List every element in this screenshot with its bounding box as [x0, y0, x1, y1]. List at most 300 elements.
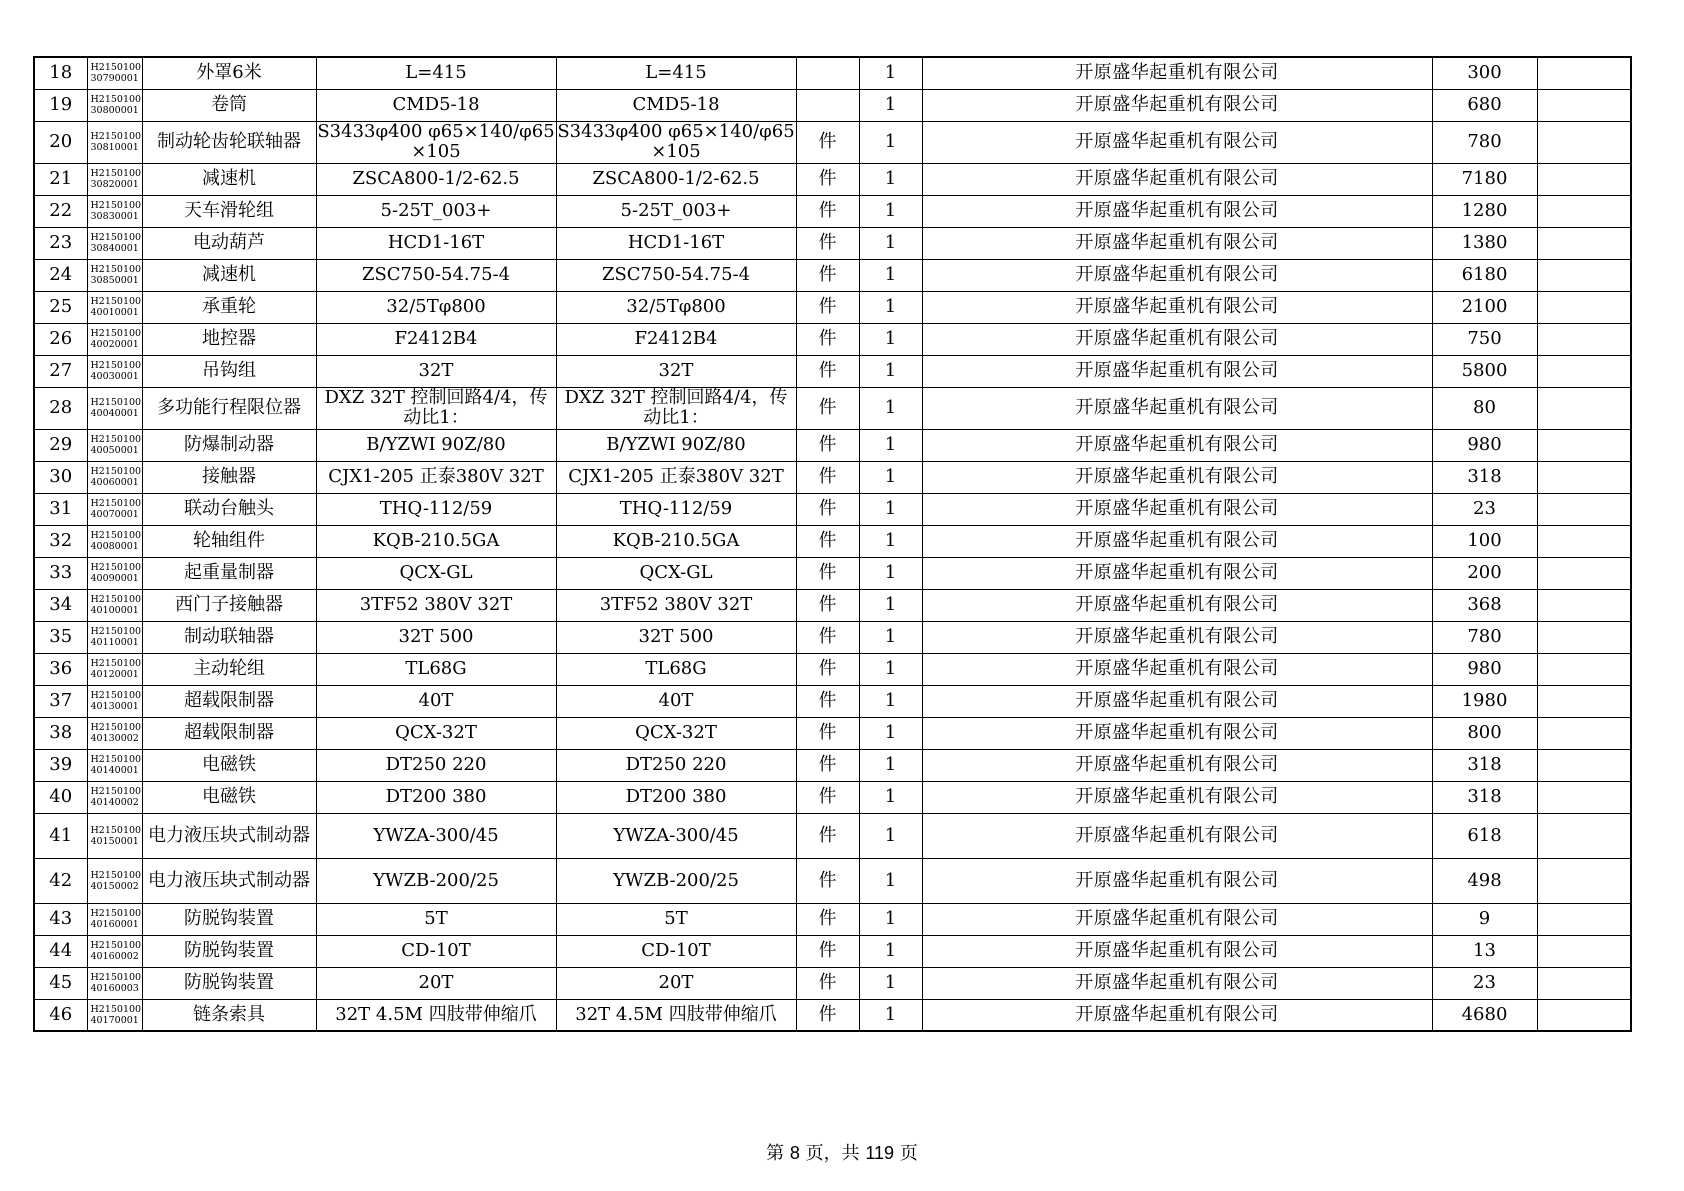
- cell-material-code: H2150100 40030001: [87, 355, 142, 387]
- cell-remark: [1537, 935, 1631, 967]
- table-row: [34, 903, 1631, 935]
- table-row: [34, 813, 1631, 858]
- cell-part-name: 制动联轴器: [142, 621, 316, 653]
- cell-quantity: 1: [859, 717, 922, 749]
- cell-supplier: 开原盛华起重机有限公司: [922, 461, 1432, 493]
- table-row: [34, 227, 1631, 259]
- cell-model: CD-10T: [556, 935, 796, 967]
- cell-specification: F2412B4: [316, 323, 556, 355]
- cell-model: L=415: [556, 57, 796, 89]
- cell-specification: 32T 500: [316, 621, 556, 653]
- cell-unit: 件: [796, 621, 859, 653]
- cell-model: HCD1-16T: [556, 227, 796, 259]
- cell-model: CMD5-18: [556, 89, 796, 121]
- cell-row-number: 35: [34, 621, 87, 653]
- cell-remark: [1537, 493, 1631, 525]
- cell-row-number: 44: [34, 935, 87, 967]
- cell-supplier: 开原盛华起重机有限公司: [922, 387, 1432, 429]
- cell-remark: [1537, 461, 1631, 493]
- cell-part-name: 防脱钩装置: [142, 935, 316, 967]
- cell-material-code: H2150100 30790001: [87, 57, 142, 89]
- cell-material-code: H2150100 40140002: [87, 781, 142, 813]
- cell-quantity: 1: [859, 227, 922, 259]
- cell-model: 40T: [556, 685, 796, 717]
- cell-price: 318: [1432, 749, 1537, 781]
- cell-row-number: 23: [34, 227, 87, 259]
- cell-unit: 件: [796, 355, 859, 387]
- page-footer: [0, 1139, 1684, 1165]
- cell-price: 23: [1432, 493, 1537, 525]
- cell-part-name: 电力液压块式制动器: [142, 813, 316, 858]
- cell-price: 7180: [1432, 163, 1537, 195]
- cell-model: ZSCA800-1/2-62.5: [556, 163, 796, 195]
- cell-quantity: 1: [859, 163, 922, 195]
- cell-supplier: 开原盛华起重机有限公司: [922, 227, 1432, 259]
- cell-quantity: 1: [859, 903, 922, 935]
- cell-specification: DT200 380: [316, 781, 556, 813]
- cell-quantity: 1: [859, 858, 922, 903]
- cell-price: 318: [1432, 781, 1537, 813]
- current-page-number: 8: [789, 1143, 800, 1163]
- cell-quantity: 1: [859, 355, 922, 387]
- cell-row-number: 24: [34, 259, 87, 291]
- cell-model: QCX-GL: [556, 557, 796, 589]
- cell-row-number: 19: [34, 89, 87, 121]
- table-row: [34, 387, 1631, 429]
- cell-supplier: 开原盛华起重机有限公司: [922, 781, 1432, 813]
- cell-remark: [1537, 195, 1631, 227]
- cell-supplier: 开原盛华起重机有限公司: [922, 121, 1432, 163]
- cell-quantity: 1: [859, 429, 922, 461]
- cell-specification: QCX-32T: [316, 717, 556, 749]
- cell-unit: 件: [796, 195, 859, 227]
- cell-model: DT200 380: [556, 781, 796, 813]
- cell-model: 5-25T_003+: [556, 195, 796, 227]
- cell-material-code: H2150100 40100001: [87, 589, 142, 621]
- total-page-count: 119: [865, 1143, 895, 1163]
- cell-remark: [1537, 813, 1631, 858]
- cell-unit: 件: [796, 903, 859, 935]
- cell-quantity: 1: [859, 813, 922, 858]
- table-row: [34, 195, 1631, 227]
- cell-quantity: 1: [859, 685, 922, 717]
- cell-unit: 件: [796, 493, 859, 525]
- cell-quantity: 1: [859, 557, 922, 589]
- cell-supplier: 开原盛华起重机有限公司: [922, 525, 1432, 557]
- cell-material-code: H2150100 30830001: [87, 195, 142, 227]
- cell-part-name: 减速机: [142, 163, 316, 195]
- cell-row-number: 21: [34, 163, 87, 195]
- cell-material-code: H2150100 30820001: [87, 163, 142, 195]
- cell-supplier: 开原盛华起重机有限公司: [922, 967, 1432, 999]
- cell-material-code: H2150100 40010001: [87, 291, 142, 323]
- cell-price: 9: [1432, 903, 1537, 935]
- cell-remark: [1537, 227, 1631, 259]
- cell-remark: [1537, 121, 1631, 163]
- cell-row-number: 42: [34, 858, 87, 903]
- cell-specification: HCD1-16T: [316, 227, 556, 259]
- cell-part-name: 吊钩组: [142, 355, 316, 387]
- cell-row-number: 37: [34, 685, 87, 717]
- cell-row-number: 43: [34, 903, 87, 935]
- cell-specification: 32/5Tφ800: [316, 291, 556, 323]
- table-row: [34, 57, 1631, 89]
- cell-model: S3433φ400 φ65×140/φ65×105: [557, 121, 795, 162]
- cell-specification: S3433φ400 φ65×140/φ65×105: [317, 121, 555, 162]
- cell-quantity: 1: [859, 121, 922, 163]
- cell-price: 200: [1432, 557, 1537, 589]
- table-row: [34, 653, 1631, 685]
- cell-remark: [1537, 999, 1631, 1031]
- cell-row-number: 40: [34, 781, 87, 813]
- cell-price: 1280: [1432, 195, 1537, 227]
- parts-price-table: [33, 56, 1632, 1032]
- cell-row-number: 30: [34, 461, 87, 493]
- cell-model: 32T 4.5M 四肢带伸缩爪: [556, 999, 796, 1031]
- cell-quantity: 1: [859, 493, 922, 525]
- cell-remark: [1537, 749, 1631, 781]
- cell-row-number: 33: [34, 557, 87, 589]
- cell-supplier: 开原盛华起重机有限公司: [922, 557, 1432, 589]
- cell-specification: QCX-GL: [316, 557, 556, 589]
- table-row: [34, 259, 1631, 291]
- cell-remark: [1537, 781, 1631, 813]
- cell-material-code: H2150100 40140001: [87, 749, 142, 781]
- cell-part-name: 轮轴组件: [142, 525, 316, 557]
- cell-specification: 5-25T_003+: [316, 195, 556, 227]
- cell-remark: [1537, 653, 1631, 685]
- cell-model: ZSC750-54.75-4: [556, 259, 796, 291]
- cell-unit: 件: [796, 999, 859, 1031]
- table-row: [34, 967, 1631, 999]
- cell-price: 1380: [1432, 227, 1537, 259]
- cell-remark: [1537, 355, 1631, 387]
- cell-price: 100: [1432, 525, 1537, 557]
- cell-part-name: 防爆制动器: [142, 429, 316, 461]
- cell-remark: [1537, 717, 1631, 749]
- cell-model: DT250 220: [556, 749, 796, 781]
- cell-part-name: 链条索具: [142, 999, 316, 1031]
- cell-part-name: 起重量制器: [142, 557, 316, 589]
- cell-model: F2412B4: [556, 323, 796, 355]
- cell-row-number: 27: [34, 355, 87, 387]
- cell-unit: 件: [796, 227, 859, 259]
- cell-supplier: 开原盛华起重机有限公司: [922, 653, 1432, 685]
- table-row: [34, 89, 1631, 121]
- cell-price: 6180: [1432, 259, 1537, 291]
- cell-specification: ZSC750-54.75-4: [316, 259, 556, 291]
- cell-material-code: H2150100 30850001: [87, 259, 142, 291]
- cell-material-code: H2150100 40080001: [87, 525, 142, 557]
- cell-part-name: 卷筒: [142, 89, 316, 121]
- cell-price: 13: [1432, 935, 1537, 967]
- cell-part-name: 电力液压块式制动器: [142, 858, 316, 903]
- footer-suffix: 页: [894, 1143, 918, 1164]
- cell-material-code: H2150100 40160002: [87, 935, 142, 967]
- cell-specification: 32T 4.5M 四肢带伸缩爪: [316, 999, 556, 1031]
- cell-unit: 件: [796, 813, 859, 858]
- cell-remark: [1537, 557, 1631, 589]
- cell-unit: [796, 57, 859, 89]
- cell-row-number: 39: [34, 749, 87, 781]
- cell-specification: KQB-210.5GA: [316, 525, 556, 557]
- cell-specification: YWZB-200/25: [316, 858, 556, 903]
- cell-row-number: 38: [34, 717, 87, 749]
- cell-model: 32T: [556, 355, 796, 387]
- cell-price: 618: [1432, 813, 1537, 858]
- cell-remark: [1537, 429, 1631, 461]
- cell-quantity: 1: [859, 967, 922, 999]
- cell-model: DXZ 32T 控制回路4/4，传动比1：: [556, 387, 796, 429]
- cell-supplier: 开原盛华起重机有限公司: [922, 717, 1432, 749]
- table-row: [34, 557, 1631, 589]
- cell-price: 680: [1432, 89, 1537, 121]
- cell-material-code: H2150100 40110001: [87, 621, 142, 653]
- cell-unit: 件: [796, 781, 859, 813]
- cell-price: 2100: [1432, 291, 1537, 323]
- cell-remark: [1537, 387, 1631, 429]
- cell-unit: 件: [796, 557, 859, 589]
- cell-unit: 件: [796, 525, 859, 557]
- cell-row-number: 34: [34, 589, 87, 621]
- cell-part-name: 电动葫芦: [142, 227, 316, 259]
- cell-supplier: 开原盛华起重机有限公司: [922, 493, 1432, 525]
- cell-material-code: H2150100 40090001: [87, 557, 142, 589]
- cell-unit: 件: [796, 653, 859, 685]
- footer-middle: 页，共: [799, 1143, 866, 1164]
- cell-supplier: 开原盛华起重机有限公司: [922, 355, 1432, 387]
- cell-unit: 件: [796, 291, 859, 323]
- cell-part-name: 外罩6米: [142, 57, 316, 89]
- cell-model: QCX-32T: [556, 717, 796, 749]
- cell-supplier: 开原盛华起重机有限公司: [922, 621, 1432, 653]
- cell-supplier: 开原盛华起重机有限公司: [922, 429, 1432, 461]
- cell-row-number: 25: [34, 291, 87, 323]
- cell-row-number: 29: [34, 429, 87, 461]
- cell-part-name: 防脱钩装置: [142, 903, 316, 935]
- cell-unit: 件: [796, 429, 859, 461]
- cell-price: 80: [1432, 387, 1537, 429]
- table-row: [34, 749, 1631, 781]
- cell-remark: [1537, 89, 1631, 121]
- cell-material-code: H2150100 40120001: [87, 653, 142, 685]
- cell-remark: [1537, 967, 1631, 999]
- cell-supplier: 开原盛华起重机有限公司: [922, 589, 1432, 621]
- cell-row-number: 22: [34, 195, 87, 227]
- cell-unit: 件: [796, 163, 859, 195]
- cell-model: YWZA-300/45: [556, 813, 796, 858]
- cell-model: 5T: [556, 903, 796, 935]
- cell-material-code: H2150100 40060001: [87, 461, 142, 493]
- cell-specification: THQ-112/59: [316, 493, 556, 525]
- cell-model: TL68G: [556, 653, 796, 685]
- cell-price: 750: [1432, 323, 1537, 355]
- cell-specification: 32T: [316, 355, 556, 387]
- cell-model: YWZB-200/25: [556, 858, 796, 903]
- table-row: [34, 717, 1631, 749]
- cell-remark: [1537, 259, 1631, 291]
- cell-unit: 件: [796, 717, 859, 749]
- cell-part-name: 西门子接触器: [142, 589, 316, 621]
- cell-quantity: 1: [859, 89, 922, 121]
- cell-specification: L=415: [316, 57, 556, 89]
- cell-remark: [1537, 621, 1631, 653]
- cell-quantity: 1: [859, 589, 922, 621]
- cell-quantity: 1: [859, 323, 922, 355]
- cell-part-name: 超载限制器: [142, 685, 316, 717]
- table-row: [34, 525, 1631, 557]
- table-body: [34, 57, 1631, 1031]
- cell-remark: [1537, 858, 1631, 903]
- cell-specification: DT250 220: [316, 749, 556, 781]
- cell-supplier: 开原盛华起重机有限公司: [922, 89, 1432, 121]
- cell-remark: [1537, 291, 1631, 323]
- cell-specification: CD-10T: [316, 935, 556, 967]
- cell-part-name: 减速机: [142, 259, 316, 291]
- cell-quantity: 1: [859, 291, 922, 323]
- table-row: [34, 935, 1631, 967]
- cell-quantity: 1: [859, 525, 922, 557]
- cell-unit: [796, 89, 859, 121]
- cell-specification: CMD5-18: [316, 89, 556, 121]
- cell-part-name: 防脱钩装置: [142, 967, 316, 999]
- cell-unit: 件: [796, 935, 859, 967]
- cell-price: 980: [1432, 429, 1537, 461]
- cell-price: 498: [1432, 858, 1537, 903]
- table-row: [34, 355, 1631, 387]
- cell-model: 20T: [556, 967, 796, 999]
- cell-supplier: 开原盛华起重机有限公司: [922, 858, 1432, 903]
- cell-specification: 3TF52 380V 32T: [316, 589, 556, 621]
- cell-row-number: 45: [34, 967, 87, 999]
- cell-supplier: 开原盛华起重机有限公司: [922, 935, 1432, 967]
- cell-price: 980: [1432, 653, 1537, 685]
- cell-model: CJX1-205 正泰380V 32T: [556, 461, 796, 493]
- table-row: [34, 163, 1631, 195]
- cell-material-code: H2150100 40150002: [87, 858, 142, 903]
- cell-model: KQB-210.5GA: [556, 525, 796, 557]
- cell-specification: CJX1-205 正泰380V 32T: [316, 461, 556, 493]
- cell-unit: 件: [796, 749, 859, 781]
- cell-unit: 件: [796, 685, 859, 717]
- cell-row-number: 31: [34, 493, 87, 525]
- cell-unit: 件: [796, 967, 859, 999]
- cell-specification: B/YZWI 90Z/80: [316, 429, 556, 461]
- cell-row-number: 18: [34, 57, 87, 89]
- table-row: [34, 461, 1631, 493]
- cell-quantity: 1: [859, 749, 922, 781]
- table-row: [34, 589, 1631, 621]
- cell-quantity: 1: [859, 259, 922, 291]
- cell-price: 300: [1432, 57, 1537, 89]
- cell-material-code: H2150100 40040001: [87, 387, 142, 429]
- cell-specification: ZSCA800-1/2-62.5: [316, 163, 556, 195]
- cell-material-code: H2150100 30840001: [87, 227, 142, 259]
- cell-remark: [1537, 903, 1631, 935]
- cell-price: 368: [1432, 589, 1537, 621]
- cell-specification: 5T: [316, 903, 556, 935]
- cell-material-code: H2150100 30800001: [87, 89, 142, 121]
- cell-supplier: 开原盛华起重机有限公司: [922, 195, 1432, 227]
- table-row: [34, 121, 1631, 163]
- cell-unit: 件: [796, 323, 859, 355]
- cell-price: 1980: [1432, 685, 1537, 717]
- cell-supplier: 开原盛华起重机有限公司: [922, 259, 1432, 291]
- cell-material-code: H2150100 40050001: [87, 429, 142, 461]
- cell-price: 23: [1432, 967, 1537, 999]
- cell-quantity: 1: [859, 195, 922, 227]
- cell-quantity: 1: [859, 999, 922, 1031]
- cell-quantity: 1: [859, 57, 922, 89]
- cell-part-name: 主动轮组: [142, 653, 316, 685]
- cell-supplier: 开原盛华起重机有限公司: [922, 903, 1432, 935]
- cell-material-code: H2150100 40020001: [87, 323, 142, 355]
- cell-quantity: 1: [859, 935, 922, 967]
- cell-remark: [1537, 163, 1631, 195]
- cell-specification: TL68G: [316, 653, 556, 685]
- table-row: [34, 685, 1631, 717]
- cell-row-number: 26: [34, 323, 87, 355]
- cell-row-number: 41: [34, 813, 87, 858]
- cell-part-name: 承重轮: [142, 291, 316, 323]
- cell-row-number: 32: [34, 525, 87, 557]
- table-row: [34, 621, 1631, 653]
- cell-quantity: 1: [859, 653, 922, 685]
- footer-prefix: 第: [766, 1143, 790, 1164]
- table-row: [34, 291, 1631, 323]
- cell-part-name: 超载限制器: [142, 717, 316, 749]
- cell-part-name: 地控器: [142, 323, 316, 355]
- cell-supplier: 开原盛华起重机有限公司: [922, 813, 1432, 858]
- cell-supplier: 开原盛华起重机有限公司: [922, 163, 1432, 195]
- cell-quantity: 1: [859, 621, 922, 653]
- cell-supplier: 开原盛华起重机有限公司: [922, 749, 1432, 781]
- cell-price: 318: [1432, 461, 1537, 493]
- cell-supplier: 开原盛华起重机有限公司: [922, 291, 1432, 323]
- cell-unit: 件: [796, 121, 859, 163]
- cell-price: 5800: [1432, 355, 1537, 387]
- cell-price: 4680: [1432, 999, 1537, 1031]
- cell-price: 780: [1432, 121, 1537, 163]
- cell-remark: [1537, 525, 1631, 557]
- cell-model: 32/5Tφ800: [556, 291, 796, 323]
- cell-row-number: 20: [34, 121, 87, 163]
- cell-part-name: 联动台触头: [142, 493, 316, 525]
- cell-part-name: 电磁铁: [142, 781, 316, 813]
- cell-part-name: 接触器: [142, 461, 316, 493]
- cell-material-code: H2150100 40170001: [87, 999, 142, 1031]
- cell-quantity: 1: [859, 781, 922, 813]
- cell-unit: 件: [796, 589, 859, 621]
- cell-unit: 件: [796, 858, 859, 903]
- cell-part-name: 电磁铁: [142, 749, 316, 781]
- cell-supplier: 开原盛华起重机有限公司: [922, 323, 1432, 355]
- cell-model: 32T 500: [556, 621, 796, 653]
- cell-unit: 件: [796, 387, 859, 429]
- cell-part-name: 多功能行程限位器: [142, 387, 316, 429]
- cell-row-number: 28: [34, 387, 87, 429]
- cell-unit: 件: [796, 259, 859, 291]
- table-row: [34, 781, 1631, 813]
- cell-part-name: 天车滑轮组: [142, 195, 316, 227]
- table-row: [34, 999, 1631, 1031]
- cell-remark: [1537, 57, 1631, 89]
- cell-material-code: H2150100 30810001: [87, 121, 142, 163]
- cell-material-code: H2150100 40150001: [87, 813, 142, 858]
- cell-supplier: 开原盛华起重机有限公司: [922, 999, 1432, 1031]
- cell-price: 800: [1432, 717, 1537, 749]
- cell-material-code: H2150100 40160001: [87, 903, 142, 935]
